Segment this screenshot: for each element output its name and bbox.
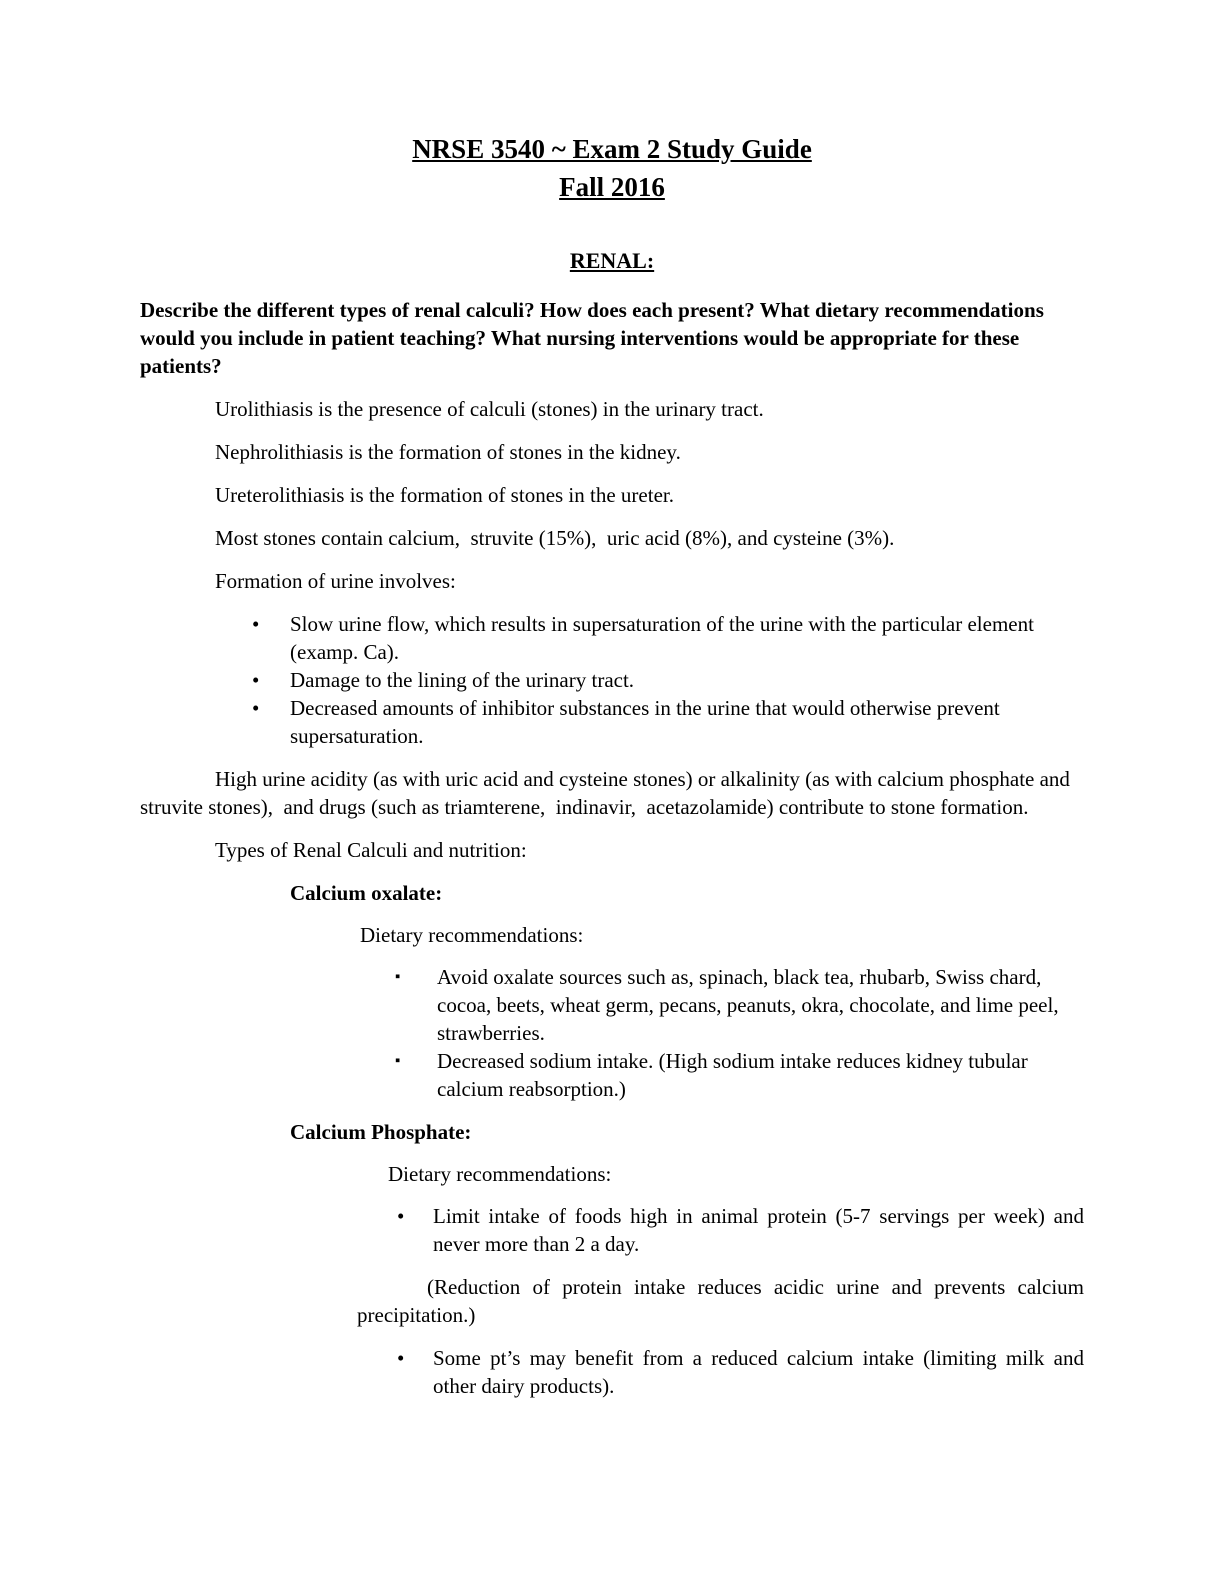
phosphate-dietary-label: Dietary recommendations: (388, 1162, 612, 1186)
phosphate-bullet-list-limit (140, 1202, 1084, 1258)
paragraph-urolithiasis: Urolithiasis is the presence of calculi (stones) in the urinary tract. (215, 397, 764, 421)
paragraph-stone-composition: Most stones contain calcium, struvite (15%), uric acid (8%), and cysteine (3%). (215, 526, 895, 550)
section-heading-renal: RENAL: (569, 248, 655, 273)
question-paragraph: Describe the different types of renal calculi? How does each present? What dietary recommendations would you include in patient teaching? What nursing interventions would be appropriate for these patients? (140, 298, 1044, 378)
phosphate-bullet-list-calcium (140, 1344, 1084, 1400)
paragraph-ureterolithiasis: Ureterolithiasis is the formation of stones in the ureter. (215, 483, 674, 507)
page-subtitle: Fall 2016 (559, 172, 665, 202)
oxalate-bullet-list (140, 963, 1084, 1103)
bullet-avoid-oxalate-sources: ▪ Avoid oxalate sources such as, spinach, black tea, rhubarb, Swiss chard, cocoa, beets, wheat germ, pecans, peanuts, okra, chocolate, and lime peel, strawberries. (437, 963, 1084, 1047)
bullet-inhibitor-substances: • Decreased amounts of inhibitor substances in the urine that would otherwise prevent supersaturation. (290, 694, 1084, 750)
document-title-block (140, 130, 1084, 206)
heading-calcium-oxalate: Calcium oxalate: (290, 881, 443, 905)
formation-bullet-list (140, 610, 1084, 750)
note-protein-reduction: (Reduction of protein intake reduces acidic urine and prevents calcium precipitation.) (357, 1275, 1084, 1327)
heading-calcium-phosphate: Calcium Phosphate: (290, 1120, 472, 1144)
paragraph-nephrolithiasis: Nephrolithiasis is the formation of stones in the kidney. (215, 440, 681, 464)
oxalate-dietary-label: Dietary recommendations: (360, 923, 584, 947)
bullet-lining-damage: • Damage to the lining of the urinary tract. (290, 666, 1084, 694)
bullet-limit-animal-protein: • Limit intake of foods high in animal protein (5-7 servings per week) and never more than 2 a day. (433, 1202, 1084, 1258)
bullet-slow-urine-flow: • Slow urine flow, which results in supersaturation of the urine with the particular element (examp. Ca). (290, 610, 1084, 666)
paragraph-formation-intro: Formation of urine involves: (215, 569, 456, 593)
page-title: NRSE 3540 ~ Exam 2 Study Guide (412, 134, 812, 164)
paragraph-acidity: High urine acidity (as with uric acid and cysteine stones) or alkalinity (as with calcium phosphate and struvite stones), and drugs (such as triamterene, indinavir, acetazolamide) contribute to stone formation. (140, 767, 1076, 819)
bullet-decreased-sodium: ▪ Decreased sodium intake. (High sodium intake reduces kidney tubular calcium reabsorption.) (437, 1047, 1084, 1103)
paragraph-types-intro: Types of Renal Calculi and nutrition: (215, 838, 527, 862)
bullet-reduced-calcium-intake: • Some pt’s may benefit from a reduced calcium intake (limiting milk and other dairy products). (433, 1344, 1084, 1400)
